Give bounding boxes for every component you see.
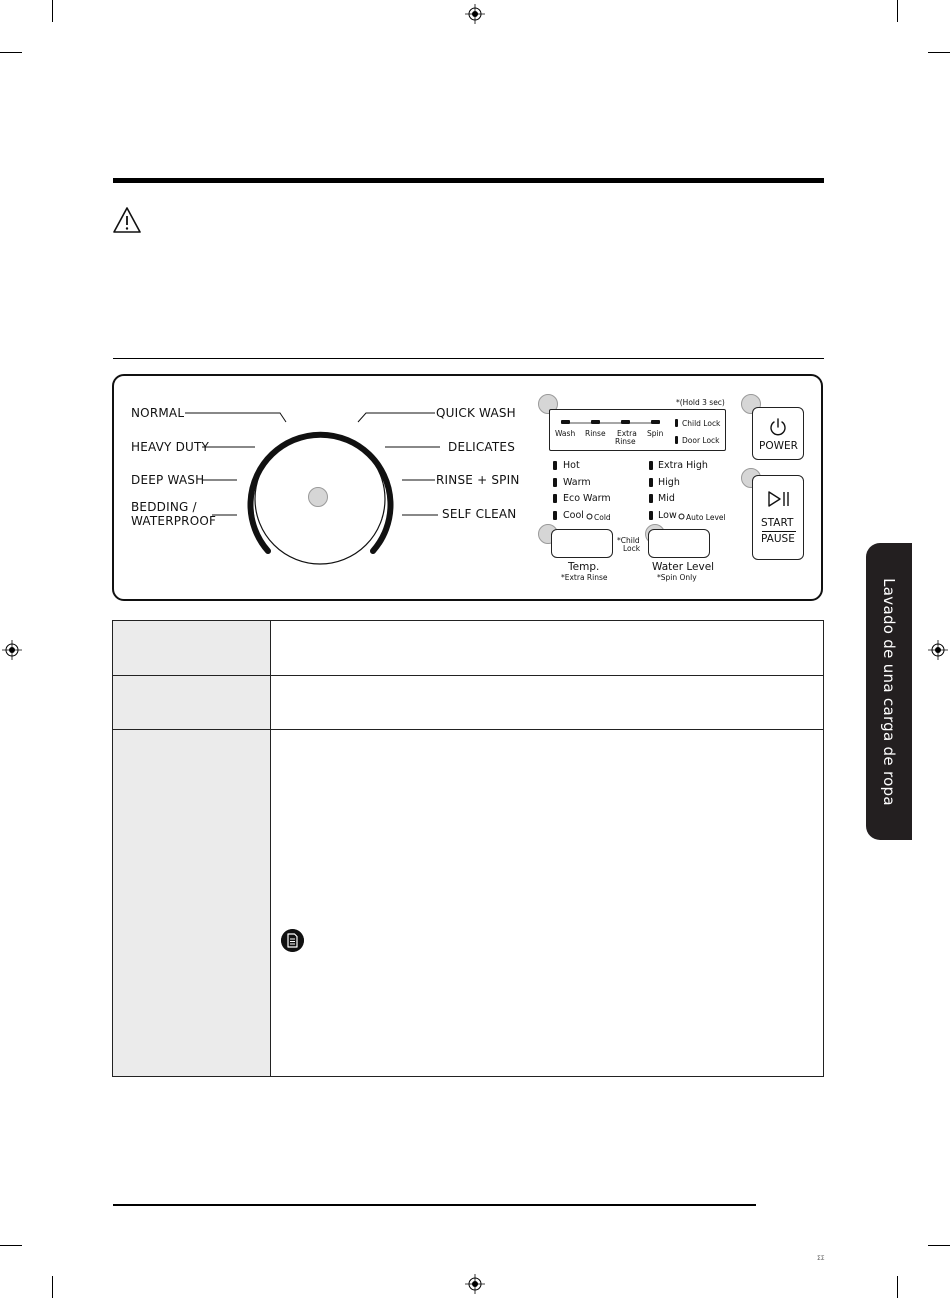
cycle-bedding: BEDDING / — [131, 500, 197, 514]
water-auto-level: Auto Level — [686, 513, 726, 522]
stage-extra-rinse: Rinse — [615, 437, 636, 446]
water-mid: Mid — [658, 493, 675, 504]
stage-extra: Extra — [617, 429, 637, 438]
cycle-quick-wash: QUICK WASH — [436, 406, 516, 420]
warning-triangle-icon — [112, 206, 142, 234]
spin-only-note: *Spin Only — [657, 573, 697, 582]
cycle-rinse-spin: RINSE + SPIN — [436, 473, 520, 487]
pause-label: PAUSE — [761, 533, 795, 545]
description-table — [112, 620, 824, 1077]
temp-led-warm — [553, 478, 557, 487]
crop-mark — [52, 0, 53, 22]
stage-led-extra-rinse — [621, 420, 630, 424]
water-extra-high: Extra High — [658, 460, 708, 471]
temp-led-hot — [553, 461, 557, 470]
stage-led-rinse — [591, 420, 600, 424]
chapter-tab-text — [866, 543, 912, 840]
water-led-mid — [649, 494, 653, 503]
table-row-header — [113, 676, 271, 729]
door-lock-indicator: Door Lock — [682, 436, 720, 445]
child-lock-led — [675, 419, 678, 427]
child-lock-note: *Child — [617, 536, 640, 545]
table-row — [113, 676, 823, 730]
registration-mark-icon — [2, 640, 22, 660]
auto-level-led-icon — [678, 513, 685, 520]
crop-mark — [928, 52, 950, 53]
cycle-normal: NORMAL — [131, 406, 185, 420]
cycle-heavy-duty: HEAVY DUTY — [131, 440, 210, 454]
table-row — [113, 621, 823, 676]
cycle-waterproof: WATERPROOF — [131, 514, 217, 528]
power-icon — [768, 417, 788, 437]
crop-mark — [52, 1276, 53, 1298]
stage-wash: Wash — [555, 429, 576, 438]
water-low: Low — [658, 510, 677, 521]
temp-eco-warm: Eco Warm — [563, 493, 611, 504]
hold-note: *(Hold 3 sec) — [676, 398, 725, 407]
water-led-extra-high — [649, 461, 653, 470]
cold-led-icon — [586, 513, 593, 520]
table-row-header — [113, 621, 271, 675]
temp-cool: Cool — [563, 510, 584, 521]
cycle-self-clean: SELF CLEAN — [442, 507, 517, 521]
water-level-button[interactable] — [648, 529, 710, 558]
start-pause-divider — [762, 531, 796, 532]
cycle-delicates: DELICATES — [448, 440, 516, 454]
crop-mark — [928, 1245, 950, 1246]
temp-led-eco-warm — [553, 494, 557, 503]
crop-mark — [0, 1245, 22, 1246]
table-row — [113, 730, 823, 1076]
registration-mark-icon — [465, 4, 485, 24]
crop-mark — [0, 52, 22, 53]
crop-mark — [897, 0, 898, 22]
door-lock-led — [675, 436, 678, 444]
water-level-button-label: Water Level — [652, 561, 715, 573]
cycle-deep-wash: DEEP WASH — [131, 473, 205, 487]
page-number: ΣΣ — [817, 1255, 825, 1262]
footer-rule — [113, 1204, 756, 1206]
note-icon — [281, 929, 304, 952]
section-rule-thick — [113, 178, 824, 183]
child-lock-indicator: Child Lock — [682, 419, 721, 428]
child-lock-note-2: Lock — [623, 544, 641, 553]
registration-mark-icon — [928, 640, 948, 660]
stage-rinse: Rinse — [585, 429, 606, 438]
registration-mark-icon — [465, 1274, 485, 1294]
stage-led-spin — [651, 420, 660, 424]
water-high: High — [658, 477, 680, 488]
start-label: START — [761, 517, 794, 529]
water-led-high — [649, 478, 653, 487]
power-label: POWER — [759, 440, 798, 452]
section-rule-thin — [113, 358, 824, 359]
temp-button[interactable] — [551, 529, 613, 558]
temp-led-cool — [553, 511, 557, 520]
temp-button-label: Temp. — [568, 561, 600, 573]
water-led-low — [649, 511, 653, 520]
stage-led-wash — [561, 420, 570, 424]
play-pause-icon — [767, 490, 791, 508]
extra-rinse-note: *Extra Rinse — [561, 573, 608, 582]
crop-mark — [897, 1276, 898, 1298]
temp-hot: Hot — [563, 460, 580, 471]
chapter-tab-label: Lavado de una carga de ropa — [880, 577, 898, 806]
stage-spin: Spin — [647, 429, 664, 438]
temp-warm: Warm — [563, 477, 591, 488]
table-row-header — [113, 730, 271, 1076]
cycle-leader-lines — [180, 405, 440, 525]
temp-cold: Cold — [594, 513, 611, 522]
